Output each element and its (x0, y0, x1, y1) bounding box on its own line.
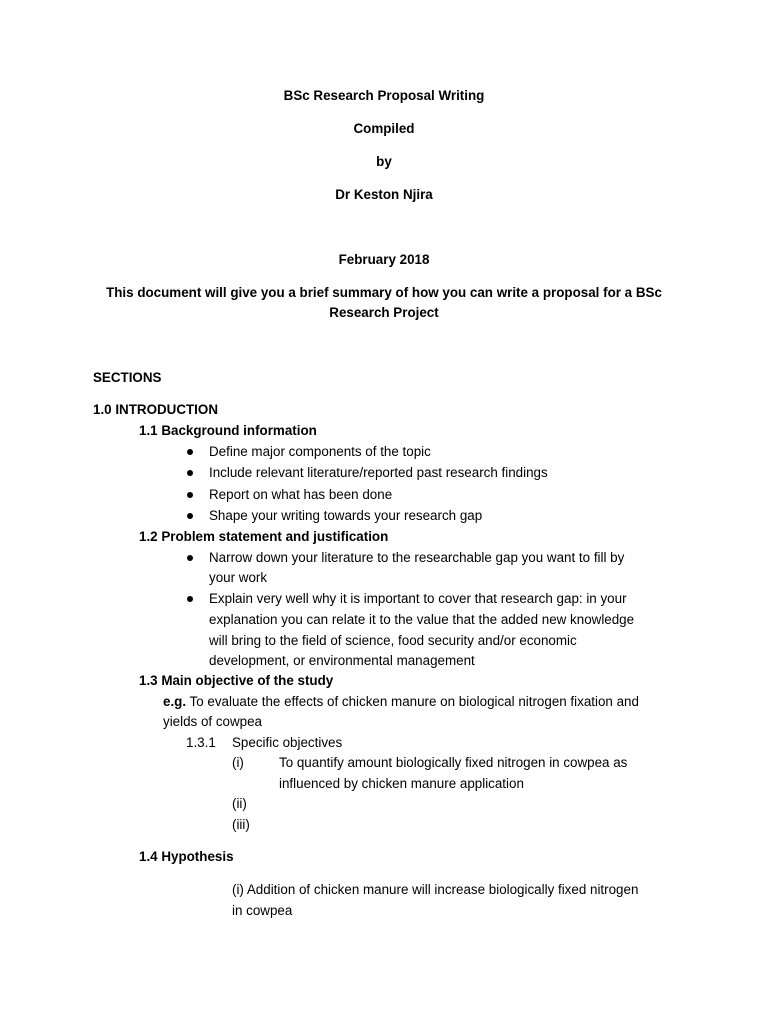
document-title: BSc Research Proposal Writing (283, 88, 485, 103)
background-bullet-2: Include relevant literature/reported past research findings (209, 465, 548, 480)
background-bullet-1: Define major components of the topic (209, 444, 431, 459)
problem-bullet-1-line-1: Narrow down your literature to the researchable gap you want to fill by (209, 550, 625, 565)
background-bullet-4: Shape your writing towards your research gap (209, 508, 483, 523)
compiled-label: Compiled (353, 121, 415, 136)
problem-bullet-2-line-4: development, or environmental management (209, 653, 475, 668)
objective-text: To evaluate the effects of chicken manure on biological nitrogen fixation and (186, 694, 639, 709)
problem-bullet-1-line-2: your work (209, 570, 268, 585)
bullet-icon (187, 513, 193, 519)
eg-label: e.g. (163, 694, 187, 709)
specific-objective-2-number: (ii) (232, 796, 247, 811)
author-name: Dr Keston Njira (335, 187, 433, 202)
problem-bullet-2-line-1: Explain very well why it is important to cover that research gap: in your (209, 591, 627, 606)
hypothesis-line-1: (i) Addition of chicken manure will increase biologically fixed nitrogen (232, 882, 639, 897)
by-label: by (376, 154, 392, 169)
summary-line-2: Research Project (329, 305, 439, 320)
bullet-icon (187, 596, 193, 602)
hypothesis-heading: 1.4 Hypothesis (139, 849, 234, 864)
problem-bullet-2-line-3: will bring to the field of science, food security and/or economic (209, 633, 577, 648)
specific-objective-1-number: (i) (232, 755, 244, 770)
document-date: February 2018 (338, 252, 430, 267)
bullet-icon (187, 470, 193, 476)
hypothesis-line-2: in cowpea (232, 903, 293, 918)
specific-objective-1-line-2: influenced by chicken manure application (279, 776, 524, 791)
sections-heading: SECTIONS (93, 370, 162, 385)
bullet-icon (187, 555, 193, 561)
specific-objective-3-number: (iii) (232, 817, 250, 832)
bullet-icon (187, 492, 193, 498)
specific-objectives-number: 1.3.1 (186, 735, 216, 750)
background-heading: 1.1 Background information (139, 423, 317, 438)
problem-bullet-2-line-2: explanation you can relate it to the value that the added new knowledge (209, 612, 635, 627)
objective-heading: 1.3 Main objective of the study (139, 673, 334, 688)
objective-text-line-2: yields of cowpea (163, 714, 262, 729)
introduction-heading: 1.0 INTRODUCTION (93, 402, 218, 417)
specific-objectives-label: Specific objectives (232, 735, 343, 750)
bullet-icon (187, 449, 193, 455)
specific-objective-1-line-1: To quantify amount biologically fixed nitrogen in cowpea as (279, 755, 628, 770)
problem-heading: 1.2 Problem statement and justification (139, 529, 389, 544)
background-bullet-3: Report on what has been done (209, 487, 393, 502)
summary-line-1: This document will give you a brief summary of how you can write a proposal for a BSc (106, 285, 662, 300)
objective-text-line-1 (163, 693, 639, 711)
